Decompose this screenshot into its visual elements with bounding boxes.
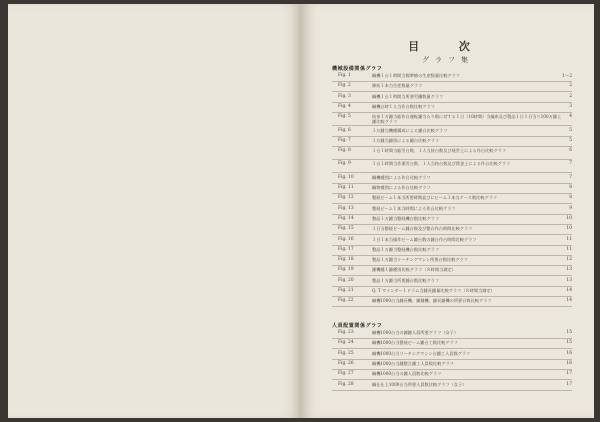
toc-entry-title: 織機１台１時間当所要労働数量グラフ — [372, 93, 444, 99]
toc-entry-rule — [332, 112, 572, 113]
toc-entry[interactable] — [332, 382, 572, 391]
toc-entry-page: 8 — [569, 195, 572, 201]
toc-entry-page: 6 — [569, 148, 572, 154]
toc-entry-title: 整品１万錘当整経機台数比較グラフ — [372, 215, 440, 221]
toc-entry[interactable] — [332, 361, 572, 370]
toc-entry-title: 整品１万錘当リーチングマシン所要台数比較グラフ — [372, 257, 468, 263]
toc-entry-page: 5 — [569, 137, 572, 143]
right-page-toc — [302, 4, 594, 418]
toc-entry-rule — [332, 359, 572, 360]
toc-entry-title: 織仕仕上1000台当所要人員数比較グラフ（女子） — [372, 381, 467, 387]
left-page-blank — [8, 4, 300, 418]
toc-entry-page: 9 — [569, 205, 572, 211]
toc-entry-title: １台１時間当作業労台数、１人当持台数及び賃金上による作台比較グラフ — [372, 161, 511, 167]
toc-entry-rule — [332, 203, 572, 204]
toc-entry-rule — [332, 172, 572, 173]
toc-entry-rule — [332, 183, 572, 184]
toc-entry-fig-number: Fig. 16 — [338, 236, 354, 242]
toc-entry-title: 紡糸１万錘当総作台運転錘当たり数に対する１日（10時間）当編糸及び製品１日１日当り100万錘上錘比較グラフ — [372, 114, 562, 125]
toc-entry-page: 4 — [569, 114, 572, 120]
toc-entry-rule — [332, 348, 572, 349]
toc-entry[interactable] — [332, 267, 572, 276]
toc-entry[interactable] — [332, 175, 572, 184]
toc-entry-title: 織機1000台当錘整合錘工人員数比較グラフ — [372, 360, 454, 366]
toc-entry-title: 織機台時１人当作台数比較グラフ — [372, 103, 435, 109]
toc-entry-title: 織機1000台当の錘人員数比較グラフ — [372, 371, 442, 377]
toc-entry-rule — [332, 214, 572, 215]
toc-entry[interactable] — [332, 148, 572, 160]
toc-entry-fig-number: Fig. 15 — [338, 226, 354, 232]
toc-entry[interactable] — [332, 83, 572, 92]
toc-entry-fig-number: Fig. 11 — [338, 185, 354, 190]
toc-entry-title: 整経ビーム１本当時間による作台比較グラフ — [372, 205, 456, 211]
toc-section-heading: 機械設備関係グラフ — [332, 66, 383, 72]
toc-entry[interactable] — [332, 278, 572, 287]
toc-entry-fig-number: Fig. 20 — [338, 277, 354, 283]
toc-entry[interactable] — [332, 288, 572, 297]
toc-entry-page: 7 — [569, 174, 572, 180]
toc-entry-page: 3 — [569, 103, 572, 109]
toc-entry-page: 2 — [569, 93, 572, 99]
toc-entry-page: 10 — [566, 226, 572, 232]
toc-entry[interactable] — [332, 226, 572, 235]
toc-entry-page: 1〜2 — [562, 74, 572, 79]
toc-entry[interactable] — [332, 185, 572, 194]
toc-entry-page: 2 — [569, 83, 572, 89]
toc-entry-rule — [332, 146, 572, 147]
toc-entry-rule — [332, 234, 572, 235]
toc-entry[interactable] — [332, 138, 572, 147]
toc-entry-title: 織機1000台当整経ビーム錘台工数比較グラフ — [372, 340, 458, 346]
toc-entry-fig-number: Fig. 18 — [338, 257, 354, 263]
toc-entry-fig-number: Fig. 2 — [338, 83, 351, 89]
toc-entry[interactable] — [332, 161, 572, 173]
toc-entry-rule — [332, 369, 572, 370]
toc-entry-rule — [332, 275, 572, 276]
toc-entry[interactable] — [332, 114, 572, 126]
toc-entry-page: 5 — [569, 127, 572, 133]
toc-entry-fig-number: Fig. 9 — [338, 161, 351, 167]
toc-entry-page: 15 — [566, 340, 572, 346]
toc-entry-rule — [332, 379, 572, 380]
toc-entry-fig-number: Fig. 5 — [338, 114, 351, 120]
toc-entry-rule — [332, 306, 572, 307]
toc-entry-fig-number: Fig. 3 — [338, 93, 351, 99]
toc-entry[interactable] — [332, 298, 572, 307]
toc-entry[interactable] — [332, 104, 572, 113]
toc-entry-page: 8 — [569, 185, 572, 190]
toc-entry-fig-number: Fig. 13 — [338, 205, 354, 211]
toc-entry-page: 14 — [566, 288, 572, 293]
toc-entry-fig-number: Fig. 19 — [338, 267, 354, 273]
toc-entry-page: 12 — [566, 257, 572, 263]
toc-entry-fig-number: Fig. 23 — [338, 330, 354, 335]
toc-entry[interactable] — [332, 330, 572, 339]
toc-entry-page: 13 — [566, 267, 572, 273]
toc-entry-rule — [332, 125, 572, 126]
toc-entry-fig-number: Fig. 26 — [338, 360, 354, 366]
toc-entry[interactable] — [332, 195, 572, 204]
toc-entry-fig-number: Fig. 28 — [338, 381, 354, 387]
toc-entry-fig-number: Fig. 12 — [338, 195, 354, 201]
toc-entry-page: 16 — [566, 350, 572, 356]
toc-entry-rule — [332, 390, 572, 391]
toc-entry-fig-number: Fig. 21 — [338, 288, 354, 293]
toc-entry[interactable] — [332, 216, 572, 225]
toc-entry-title: 織機1000台当錘長機、錘錘機、錘長錘機の所要台数比較グラフ — [372, 298, 492, 304]
toc-entry-title: Q. T ワインダー１ドラム当錘長錘量比較グラフ（８時間当測定） — [372, 288, 495, 293]
toc-entry-page: 13 — [566, 277, 572, 283]
toc-entry-title: １日当整経ビーム錘台数及び整台作台時間比較グラフ — [372, 226, 473, 232]
toc-entry-title: 織物種別による作台比較グラフ — [372, 185, 431, 190]
toc-subtitle: グラフ集 — [422, 56, 474, 64]
toc-entry-page: 7 — [569, 161, 572, 167]
toc-entry-rule — [332, 255, 572, 256]
toc-entry-rule — [332, 224, 572, 225]
toc-entry[interactable] — [332, 351, 572, 360]
toc-entry-fig-number: Fig. 8 — [338, 148, 351, 154]
toc-entry-rule — [332, 193, 572, 194]
toc-entry-title: １台１時間当総労台数、１人当持台数及び経営上による作台比較グラフ — [372, 148, 507, 154]
toc-entry-title: 織機１台１時間当標準綿の生産数量比較グラフ — [372, 73, 460, 78]
toc-entry-page: 17 — [566, 381, 572, 387]
toc-entry-rule — [332, 338, 572, 339]
toc-entry-fig-number: Fig. 25 — [338, 350, 354, 356]
toc-entry-title: １万錘当機種構成による錘台比較グラフ — [372, 127, 448, 133]
toc-entry-fig-number: Fig. 10 — [338, 174, 354, 180]
toc-entry-rule — [332, 245, 572, 246]
toc-entry-fig-number: Fig. 27 — [338, 371, 354, 377]
toc-entry-title: 整経ビーム１本当所要時間並びにビーム１本当ケース数比較グラフ — [372, 195, 498, 201]
toc-entry-rule — [332, 81, 572, 82]
toc-entry-fig-number: Fig. 4 — [338, 103, 351, 109]
toc-entry-title: 織機種別による作台比較グラフ — [372, 174, 431, 180]
toc-entry-fig-number: Fig. 17 — [338, 246, 354, 252]
toc-entry[interactable] — [332, 237, 572, 246]
toc-entry-rule — [332, 296, 572, 297]
toc-entry-page: 11 — [566, 236, 572, 242]
toc-entry[interactable] — [332, 128, 572, 137]
toc-section-heading: 人員配置関係グラフ — [332, 323, 383, 329]
toc-entry-page: 14 — [566, 298, 572, 304]
toc-entry-page: 16 — [566, 360, 572, 366]
toc-entry-rule — [332, 286, 572, 287]
toc-entry-title: 織機1000台当の錘錘人員所要グラフ（女子） — [372, 330, 459, 335]
toc-entry-title: 整品１万錘当整経機台数比較グラフ — [372, 246, 440, 252]
toc-entry-fig-number: Fig. 24 — [338, 340, 354, 346]
toc-entry-fig-number: Fig. 6 — [338, 127, 351, 133]
toc-title: 目 次 — [408, 40, 488, 53]
toc-entry-fig-number: Fig. 1 — [338, 73, 351, 78]
toc-entry-rule — [332, 265, 572, 266]
toc-entry-fig-number: Fig. 22 — [338, 298, 354, 304]
toc-entry-fig-number: Fig. 7 — [338, 137, 351, 143]
toc-entry-title: 錘機種１錘種別比較グラフ（８時間当測定） — [372, 267, 456, 273]
toc-entry[interactable] — [332, 206, 572, 215]
toc-entry-title: 織機1000台当リーチングマシン台錘工人員数グラフ — [372, 350, 471, 356]
toc-entry-title: １万錘当錘別による錘台比較グラフ — [372, 137, 440, 143]
toc-entry[interactable] — [332, 73, 572, 82]
toc-entry-page: 11 — [566, 246, 572, 252]
toc-entry[interactable] — [332, 257, 572, 266]
toc-entry-fig-number: Fig. 14 — [338, 215, 354, 221]
toc-entry[interactable] — [332, 340, 572, 349]
toc-entry-page: 17 — [566, 371, 572, 377]
toc-entry[interactable] — [332, 247, 572, 256]
toc-entry-title: 整品１万錘当所要錘台数比較グラフ — [372, 277, 440, 283]
toc-entry[interactable] — [332, 371, 572, 380]
toc-entry-page: 10 — [566, 215, 572, 221]
toc-entry-title: １日１本当操作ビーム錘台数の錘台作台時間比較グラフ — [372, 236, 477, 242]
toc-entry-rule — [332, 159, 572, 160]
toc-entry-rule — [332, 91, 572, 92]
toc-entry[interactable] — [332, 94, 572, 103]
toc-entry-rule — [332, 102, 572, 103]
toc-entry-title: 綿紡１本当生産数量グラフ — [372, 83, 423, 89]
toc-entry-page: 15 — [566, 330, 572, 335]
toc-entry-rule — [332, 136, 572, 137]
